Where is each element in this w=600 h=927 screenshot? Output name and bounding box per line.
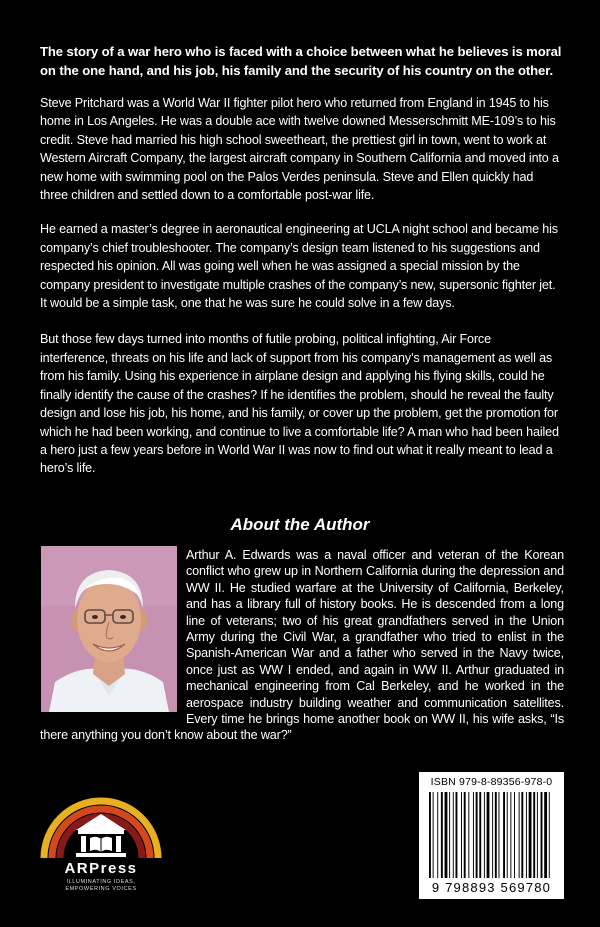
back-cover-text bbox=[40, 42, 562, 478]
barcode-bars bbox=[425, 792, 558, 880]
barcode-digits: 9 798893 569780 bbox=[431, 880, 552, 895]
publisher-name: ARPress bbox=[64, 860, 138, 877]
synopsis-paragraph-3: But those few days turned into months of futile probing, political infighting, Air Force interference, threats on his life and lack of support from his company’s management as well as from his family. Using his experience in airplane design and applying his flying skills, could he finally identify the cause of the crashes? If he identifies the problem, should he reveal the faulty design and lose his job, his home, and his family, or cover up the problem, get the promotion for which he had been working, and continue to live a comfortable life? A man who had been hailed a hero just a few years before in World War II was now to find out what it really meant to lead a hero’s life. bbox=[40, 332, 559, 476]
publisher-slogan bbox=[40, 879, 162, 892]
isbn-barcode bbox=[419, 772, 564, 899]
publisher-logo bbox=[40, 780, 162, 896]
about-author-heading: About the Author bbox=[230, 515, 370, 534]
isbn-label: ISBN 979-8-89356-978-0 bbox=[430, 776, 553, 788]
publisher-emblem-icon bbox=[40, 780, 162, 862]
publisher-slogan-line-1: ILLUMINATING IDEAS, bbox=[66, 879, 136, 885]
author-bio: Arthur A. Edwards was a naval officer and veteran of the Korean conflict who grew up in Northern California during the depression and WW II. He studied warfare at the University of California, Berkeley, and has a library full of history books. He is descended from a long line of veterans; two of his great grandfathers served in the Union Army during the Civil War, a grandfather who tried to enlist in the Spanish-American War and a father who served in the Navy twice, once just as WW I ended, and again in WW II. Arthur graduated in mechanical engineering from Cal Berkeley, and he worked in the aerospace industry building weather and communication satellites. Every time he brings home another book on WW II, his wife asks, “Is there anything you don’t know about the war?” bbox=[40, 548, 564, 743]
author-photo bbox=[41, 546, 177, 712]
synopsis-paragraph-2: He earned a master’s degree in aeronautical engineering at UCLA night school and became his company’s chief troubleshooter. The company’s design team listened to his suggestions and respected his opinion. All was going well when he was assigned a special mission by the company president to investigate multiple crashes of the company’s new, supersonic fighter jet. It would be a simple task, one that he was sure he could solve in a few days. bbox=[40, 222, 558, 311]
synopsis-paragraph-1: Steve Pritchard was a World War II fighter pilot hero who returned from England in 1945 to his home in Los Angeles. He was a double ace with twelve downed Messerschmitt ME-109’s to his credit. Steve had married his high school sweetheart, the prettiest girl in town, went to work at Western Aircraft Company, the largest aircraft company in Southern California and moved into a new home with swimming pool on the Palos Verdes peninsula. Steve and Ellen quickly had three children and settled down to a comfortable post-war life. bbox=[40, 96, 559, 203]
publisher-slogan-line-2: EMPOWERING VOICES bbox=[65, 885, 137, 892]
author-portrait-image bbox=[41, 546, 177, 712]
tagline: The story of a war hero who is faced with a choice between what he believes is moral on the one hand, and his job, his family and the security of his country on the other. bbox=[40, 44, 562, 78]
